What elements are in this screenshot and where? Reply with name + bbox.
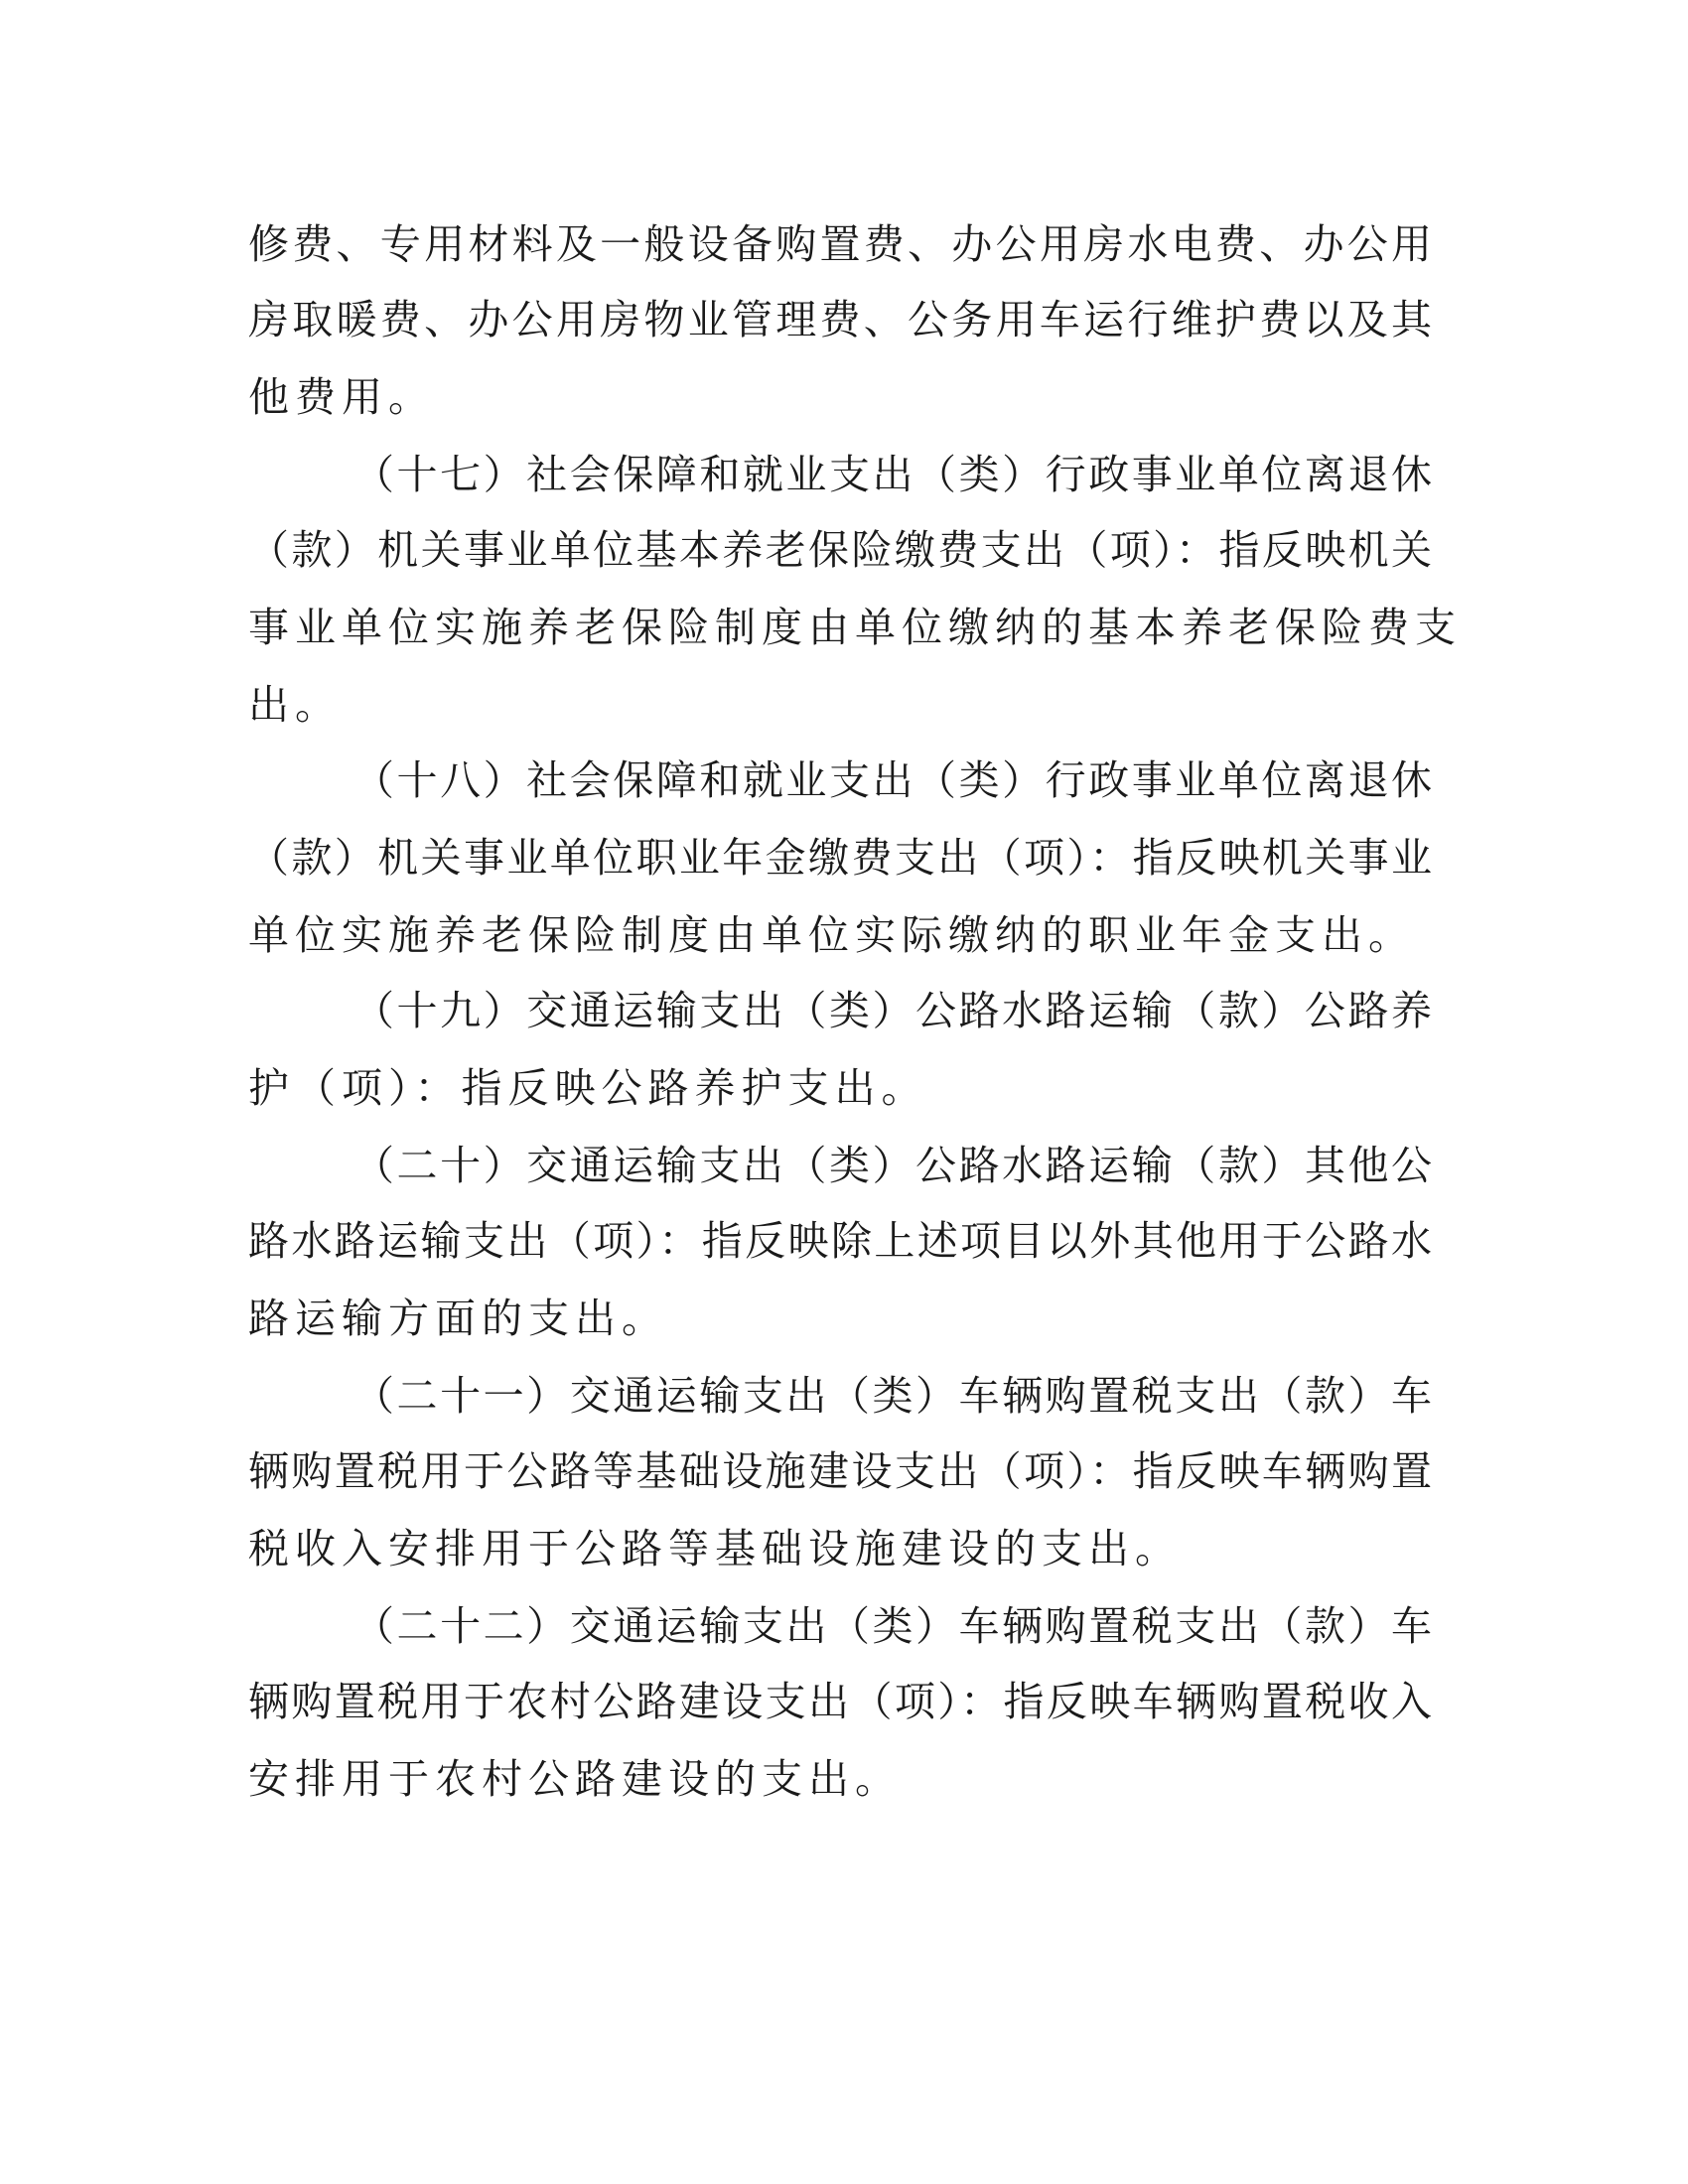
text-line: 出。 bbox=[248, 681, 342, 729]
text-line: 路水路运输支出（项）：指反映除上述项目以外其他用于公路水 bbox=[248, 1217, 1432, 1265]
text-line: 护（项）：指反映公路养护支出。 bbox=[248, 1064, 928, 1112]
text-line: 他费用。 bbox=[248, 373, 435, 421]
text-line: 辆购置税用于农村公路建设支出（项）：指反映车辆购置税收入 bbox=[248, 1678, 1432, 1725]
paragraph-22-line: （二十二）交通运输支出（类）车辆购置税支出（款）车 bbox=[353, 1602, 1432, 1650]
text-line: 事业单位实施养老保险制度由单位缴纳的基本养老保险费支 bbox=[248, 604, 1462, 651]
text-line: （款）机关事业单位基本养老保险缴费支出（项）：指反映机关 bbox=[248, 526, 1432, 574]
text-line: 安排用于农村公路建设的支出。 bbox=[248, 1755, 902, 1803]
paragraph-18-line: （十八）社会保障和就业支出（类）行政事业单位离退休 bbox=[353, 756, 1432, 804]
text-line: 单位实施养老保险制度由单位实际缴纳的职业年金支出。 bbox=[248, 911, 1415, 959]
text-line: （款）机关事业单位职业年金缴费支出（项）：指反映机关事业 bbox=[248, 834, 1432, 882]
text-line: 修费、专用材料及一般设备购置费、办公用房水电费、办公用 bbox=[248, 220, 1432, 268]
paragraph-21-line: （二十一）交通运输支出（类）车辆购置税支出（款）车 bbox=[353, 1372, 1432, 1420]
paragraph-20-line: （二十）交通运输支出（类）公路水路运输（款）其他公 bbox=[353, 1142, 1432, 1189]
text-line: 路运输方面的支出。 bbox=[248, 1295, 668, 1342]
text-line: 房取暖费、办公用房物业管理费、公务用车运行维护费以及其 bbox=[248, 296, 1432, 343]
text-line: 辆购置税用于公路等基础设施建设支出（项）：指反映车辆购置 bbox=[248, 1447, 1432, 1495]
paragraph-17-line: （十七）社会保障和就业支出（类）行政事业单位离退休 bbox=[353, 451, 1432, 498]
document-page bbox=[248, 0, 1462, 2184]
text-line: 税收入安排用于公路等基础设施建设的支出。 bbox=[248, 1525, 1182, 1572]
paragraph-19-line: （十九）交通运输支出（类）公路水路运输（款）公路养 bbox=[353, 987, 1432, 1034]
